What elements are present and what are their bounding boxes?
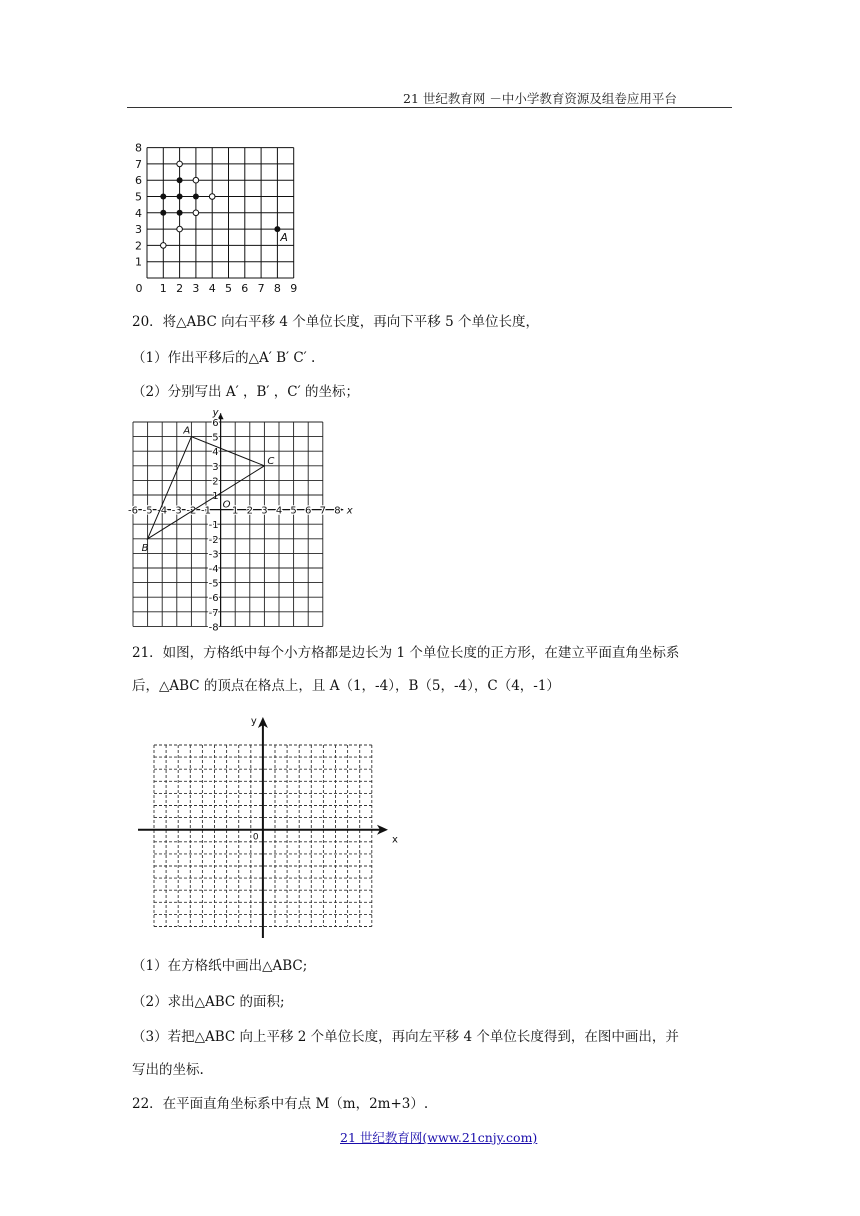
page-header: 21 世纪教育网 －中小学教育资源及组卷应用平台 (403, 91, 677, 106)
open-point (161, 243, 167, 249)
y-tick-label: -8 (208, 622, 219, 634)
q20-sub2: （2）分别写出 A′ ，B′ ，C′ 的坐标； (132, 384, 359, 400)
filled-point (177, 177, 183, 183)
y-tick-label: -5 (208, 578, 219, 590)
x-tick-label: -4 (157, 505, 168, 517)
x-tick-label: -5 (142, 505, 153, 517)
y-tick-label: 2 (212, 476, 219, 488)
y-axis-label: y (212, 407, 219, 419)
x-axis-label: x (392, 834, 398, 846)
y-tick-label: 8 (135, 141, 142, 155)
x-tick-label: 3 (192, 282, 200, 295)
open-point (177, 161, 183, 167)
y-tick-label: 6 (212, 418, 219, 429)
filled-point (193, 194, 199, 200)
y-tick-label: 4 (212, 447, 219, 459)
open-point (209, 194, 215, 200)
open-point (177, 226, 183, 232)
x-tick-label: 4 (275, 505, 283, 517)
figure-q20-grid (128, 407, 358, 634)
filled-point (177, 194, 183, 200)
y-tick-label: 4 (135, 206, 142, 220)
x-tick-label: 0 (135, 282, 143, 295)
y-tick-label: 5 (212, 432, 219, 444)
y-tick-label: -7 (208, 607, 219, 619)
open-point (193, 210, 199, 216)
x-tick-label: 2 (176, 282, 184, 295)
filled-point (160, 194, 166, 200)
x-tick-label: 1 (232, 505, 239, 517)
x-tick-label: 7 (257, 282, 265, 295)
x-tick-label: -6 (128, 505, 138, 517)
vertex-label-c: C (267, 455, 275, 467)
vertex-label-b: B (141, 542, 149, 554)
x-tick-label: -2 (186, 505, 197, 517)
x-tick-label: 2 (246, 505, 253, 517)
q20-sub1: （1）作出平移后的△A′ B′ C′ . (132, 350, 316, 366)
y-tick-label: 3 (212, 461, 219, 473)
x-tick-label: 7 (319, 505, 326, 517)
footer-link[interactable]: 21 世纪教育网(www.21cnjy.com) (340, 1130, 538, 1145)
x-tick-label: 6 (305, 505, 312, 517)
y-tick-label: -3 (208, 549, 219, 561)
x-tick-label: 6 (241, 282, 249, 295)
y-tick-label: -2 (208, 534, 219, 546)
y-tick-label: -4 (208, 564, 219, 575)
x-tick-label: 5 (290, 505, 297, 517)
q21-sub2: （2）求出△ABC 的面积; (132, 994, 285, 1010)
x-tick-label: 4 (208, 282, 216, 295)
x-tick-label: 5 (225, 282, 232, 295)
header-divider (127, 107, 732, 108)
q21-stem-line1: 21．如图，方格纸中每个小方格都是边长为 1 个单位长度的正方形，在建立平面直角坐标系 (132, 645, 680, 661)
q21-sub1: （1）在方格纸中画出△ABC; (132, 958, 308, 974)
y-tick-label: 5 (135, 190, 142, 204)
y-tick-label: -6 (208, 593, 219, 605)
y-tick-label: 2 (135, 239, 142, 253)
x-tick-label: 8 (334, 505, 341, 517)
origin-label: 0 (252, 832, 259, 843)
x-tick-label: 3 (261, 505, 268, 517)
origin-label: O (222, 499, 231, 511)
y-tick-label: 1 (135, 255, 142, 269)
q21-sub3: （3）若把△ABC 向上平移 2 个单位长度，再向左平移 4 个单位长度得到，在图中画出，并 (132, 1029, 679, 1045)
figure-top-grid (130, 135, 310, 295)
x-tick-label: -1 (201, 505, 211, 517)
filled-point (177, 210, 183, 216)
q22-stem: 22．在平面直角坐标系中有点 M（m，2m+3）. (132, 1096, 429, 1112)
point-label-a: A (280, 231, 288, 245)
x-tick-label: 1 (159, 282, 167, 295)
x-axis-label: x (346, 505, 353, 517)
filled-point (160, 210, 166, 216)
figure-q21-grid (130, 712, 410, 942)
y-tick-label: 1 (212, 491, 219, 502)
q20-stem: 20．将△ABC 向右平移 4 个单位长度，再向下平移 5 个单位长度， (132, 314, 539, 330)
y-tick-label: -1 (208, 520, 219, 532)
open-point (193, 177, 199, 183)
q21-sub3-line2: 写出的坐标. (132, 1062, 204, 1078)
vertex-label-a: A (183, 425, 191, 437)
x-tick-label: 9 (290, 282, 298, 295)
q21-stem-line2: 后，△ABC 的顶点在格点上，且 A（1，-4），B（5，-4），C（4，-1） (132, 678, 560, 694)
y-tick-label: 3 (135, 223, 142, 237)
y-tick-label: 6 (135, 174, 142, 188)
x-tick-label: -3 (171, 505, 182, 517)
y-axis-label: y (250, 716, 257, 727)
x-tick-label: 8 (273, 282, 281, 295)
y-tick-label: 7 (135, 157, 142, 171)
